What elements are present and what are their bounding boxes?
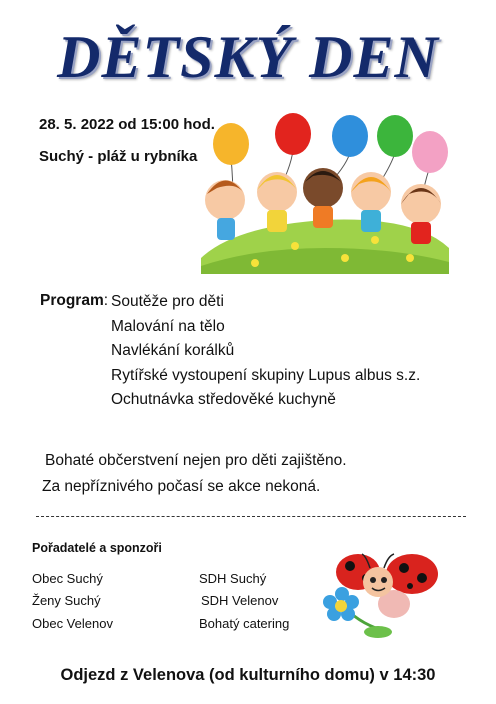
program-list [111, 292, 420, 415]
organizer: SDH Velenov [201, 593, 279, 608]
program-item: Malování na tělo [111, 317, 225, 335]
refreshments-note: Bohaté občerstvení nejen pro děti zajištěno. [45, 452, 347, 469]
program-item: Rytířské vystoupení skupiny Lupus albus s.z. [111, 366, 421, 384]
organizers-title: Pořadatelé a sponzoři [32, 541, 162, 555]
ladybug-with-flower-illustration [318, 544, 444, 644]
organizer: Obec Velenov [32, 616, 113, 631]
poster-title: DĚTSKÝ DEN [57, 24, 439, 90]
departure-info: Odjezd z Velenova (od kulturního domu) v 14:30 [60, 666, 436, 684]
organizer: Obec Suchý [32, 571, 103, 586]
program-item: Navlékání korálků [111, 342, 235, 359]
children-with-balloons-illustration [195, 108, 455, 278]
organizer: SDH Suchý [199, 571, 267, 586]
program-item: Ochutnávka středověké kuchyně [111, 391, 336, 408]
organizer: Bohatý catering [199, 616, 290, 631]
program-item: Soutěže pro děti [111, 293, 224, 310]
weather-note: Za nepříznivého počasí se akce nekoná. [42, 478, 321, 495]
program-label: Program: [40, 292, 109, 309]
event-date-time: 28. 5. 2022 od 15:00 hod. [39, 116, 215, 133]
organizer: Ženy Suchý [32, 593, 101, 608]
event-place: Suchý - pláž u rybníka [39, 148, 198, 165]
divider [36, 516, 466, 517]
